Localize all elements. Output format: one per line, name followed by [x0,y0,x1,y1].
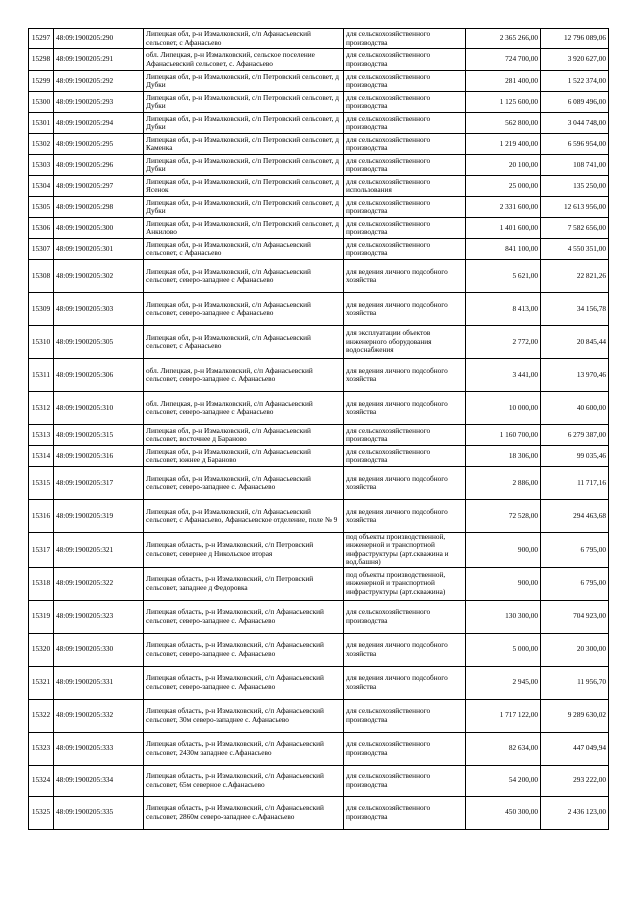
permitted-use-cell: для сельскохозяйственного производства [344,425,466,446]
table-row [29,425,609,446]
table-row [29,260,609,293]
area-value-cell: 72 528,00 [466,500,541,533]
cadastral-value-cell: 12 613 956,00 [541,197,609,218]
row-number-cell: 15325 [29,796,54,829]
area-value-cell: 2 945,00 [466,666,541,699]
table-row [29,567,609,600]
permitted-use-cell: для сельскохозяйственного производства [344,699,466,732]
table-row [29,92,609,113]
address-cell: обл. Липецкая, р-н Измалковский, с/п Афанасьевский сельсовет, северо-западнее с Афанасьево [144,392,344,425]
address-cell: Липецкая область, р-н Измалковский, с/п Афанасьевский сельсовет, северо-западнее с. Афанасьево [144,666,344,699]
area-value-cell: 1 717 122,00 [466,699,541,732]
address-cell: Липецкая обл, р-н Измалковский, с/п Афанасьевский сельсовет, с Афанасьево [144,326,344,359]
cadastral-number-cell: 48:09:1900205:333 [54,732,144,765]
table-row [29,326,609,359]
cadastral-number-cell: 48:09:1900205:331 [54,666,144,699]
cadastral-value-cell: 704 923,00 [541,600,609,633]
cadastral-number-cell: 48:09:1900205:323 [54,600,144,633]
row-number-cell: 15322 [29,699,54,732]
table-row [29,113,609,134]
permitted-use-cell: для сельскохозяйственного производства [344,155,466,176]
cadastral-value-cell: 3 044 748,00 [541,113,609,134]
permitted-use-cell: для сельскохозяйственного производства [344,92,466,113]
address-cell: Липецкая обл, р-н Измалковский, с/п Афанасьевский сельсовет, с Афанасьево [144,29,344,49]
cadastral-value-cell: 11 717,16 [541,467,609,500]
area-value-cell: 1 160 700,00 [466,425,541,446]
table-row [29,197,609,218]
permitted-use-cell: для ведения личного подсобного хозяйства [344,392,466,425]
cadastral-number-cell: 48:09:1900205:332 [54,699,144,732]
permitted-use-cell: для ведения личного подсобного хозяйства [344,633,466,666]
area-value-cell: 281 400,00 [466,71,541,92]
area-value-cell: 5 621,00 [466,260,541,293]
address-cell: Липецкая обл, р-н Измалковский, с/п Афанасьевский сельсовет, северо-западнее с Афанасьево [144,260,344,293]
table-row [29,176,609,197]
address-cell: Липецкая область, р-н Измалковский, с/п Афанасьевский сельсовет, 2860м северо-западнее с.Афанасьево [144,796,344,829]
row-number-cell: 15302 [29,134,54,155]
area-value-cell: 25 000,00 [466,176,541,197]
cadastral-value-cell: 12 796 089,06 [541,29,609,49]
table-row [29,796,609,829]
cadastral-number-cell: 48:09:1900205:298 [54,197,144,218]
permitted-use-cell: для сельскохозяйственного производства [344,197,466,218]
land-registry-table [28,28,609,830]
cadastral-value-cell: 108 741,00 [541,155,609,176]
address-cell: обл. Липецкая, р-н Измалковский, сельское поселение Афанасьевский сельсовет, с. Афанасьево [144,49,344,71]
row-number-cell: 15312 [29,392,54,425]
area-value-cell: 724 700,00 [466,49,541,71]
cadastral-number-cell: 48:09:1900205:321 [54,533,144,568]
address-cell: Липецкая область, р-н Измалковский, с/п Петровский сельсовет, севернее д Никольское вторая [144,533,344,568]
cadastral-value-cell: 99 035,46 [541,446,609,467]
table-row [29,218,609,239]
permitted-use-cell: под объекты производственной, инженерной и транспортной инфраструктуры (арт.скважина и вод.башня) [344,533,466,568]
table-body [29,29,609,830]
table-row [29,392,609,425]
area-value-cell: 130 300,00 [466,600,541,633]
permitted-use-cell: для сельскохозяйственного производства [344,239,466,260]
row-number-cell: 15324 [29,765,54,796]
permitted-use-cell: для сельскохозяйственного производства [344,29,466,49]
cadastral-number-cell: 48:09:1900205:302 [54,260,144,293]
row-number-cell: 15313 [29,425,54,446]
address-cell: Липецкая область, р-н Измалковский, с/п Афанасьевский сельсовет, 2430м западнее с.Афанасьево [144,732,344,765]
permitted-use-cell: для ведения личного подсобного хозяйства [344,260,466,293]
cadastral-number-cell: 48:09:1900205:317 [54,467,144,500]
permitted-use-cell: для сельскохозяйственного производства [344,732,466,765]
cadastral-value-cell: 6 089 496,00 [541,92,609,113]
table-row [29,239,609,260]
address-cell: Липецкая обл, р-н Измалковский, с/п Петровский сельсовет, д Дубки [144,197,344,218]
address-cell: Липецкая обл, р-н Измалковский, с/п Петровский сельсовет, д Анкилово [144,218,344,239]
address-cell: Липецкая обл, р-н Измалковский, с/п Афанасьевский сельсовет, с Афанасьево, Афанасьевское отделение, поле № 9 [144,500,344,533]
cadastral-value-cell: 40 600,00 [541,392,609,425]
cadastral-value-cell: 6 279 387,00 [541,425,609,446]
address-cell: Липецкая обл, р-н Измалковский, с/п Петровский сельсовет, д Каменка [144,134,344,155]
cadastral-value-cell: 6 795,00 [541,567,609,600]
area-value-cell: 18 306,00 [466,446,541,467]
cadastral-number-cell: 48:09:1900205:293 [54,92,144,113]
address-cell: Липецкая обл, р-н Измалковский, с/п Афанасьевский сельсовет, северо-западнее с Афанасьево [144,293,344,326]
table-row [29,359,609,392]
area-value-cell: 450 300,00 [466,796,541,829]
row-number-cell: 15297 [29,29,54,49]
permitted-use-cell: для сельскохозяйственного производства [344,71,466,92]
cadastral-value-cell: 4 550 351,00 [541,239,609,260]
address-cell: Липецкая область, р-н Измалковский, с/п Афанасьевский сельсовет, 30м северо-западнее с. Афанасьево [144,699,344,732]
area-value-cell: 562 800,00 [466,113,541,134]
table-row [29,699,609,732]
cadastral-number-cell: 48:09:1900205:310 [54,392,144,425]
cadastral-number-cell: 48:09:1900205:291 [54,49,144,71]
row-number-cell: 15308 [29,260,54,293]
cadastral-number-cell: 48:09:1900205:292 [54,71,144,92]
permitted-use-cell: для сельскохозяйственного использования [344,176,466,197]
cadastral-value-cell: 6 596 954,00 [541,134,609,155]
address-cell: Липецкая область, р-н Измалковский, с/п Афанасьевский сельсовет, 65м северное с.Афанасьево [144,765,344,796]
table-row [29,533,609,568]
address-cell: Липецкая область, р-н Измалковский, с/п Петровский сельсовет, западнее д Федоровка [144,567,344,600]
row-number-cell: 15305 [29,197,54,218]
row-number-cell: 15309 [29,293,54,326]
table-row [29,633,609,666]
cadastral-value-cell: 9 289 630,02 [541,699,609,732]
area-value-cell: 1 125 600,00 [466,92,541,113]
cadastral-number-cell: 48:09:1900205:301 [54,239,144,260]
cadastral-value-cell: 20 845,44 [541,326,609,359]
row-number-cell: 15315 [29,467,54,500]
area-value-cell: 20 100,00 [466,155,541,176]
address-cell: Липецкая обл, р-н Измалковский, с/п Афанасьевский сельсовет, восточнее д Бараново [144,425,344,446]
area-value-cell: 1 401 600,00 [466,218,541,239]
table-row [29,446,609,467]
table-row [29,500,609,533]
table-row [29,732,609,765]
cadastral-number-cell: 48:09:1900205:297 [54,176,144,197]
permitted-use-cell: для ведения личного подсобного хозяйства [344,666,466,699]
cadastral-value-cell: 11 956,70 [541,666,609,699]
area-value-cell: 841 100,00 [466,239,541,260]
address-cell: Липецкая область, р-н Измалковский, с/п Афанасьевский сельсовет, северо-западнее с. Афанасьево [144,633,344,666]
cadastral-number-cell: 48:09:1900205:294 [54,113,144,134]
permitted-use-cell: для сельскохозяйственного производства [344,218,466,239]
cadastral-number-cell: 48:09:1900205:295 [54,134,144,155]
permitted-use-cell: для ведения личного подсобного хозяйства [344,500,466,533]
cadastral-number-cell: 48:09:1900205:290 [54,29,144,49]
table-row [29,293,609,326]
row-number-cell: 15318 [29,567,54,600]
table-row [29,666,609,699]
cadastral-number-cell: 48:09:1900205:319 [54,500,144,533]
address-cell: обл. Липецкая, р-н Измалковский, с/п Афанасьевский сельсовет, северо-западнее с. Афанасьево [144,359,344,392]
permitted-use-cell: для сельскохозяйственного производства [344,446,466,467]
area-value-cell: 2 886,00 [466,467,541,500]
table-row [29,134,609,155]
area-value-cell: 82 634,00 [466,732,541,765]
row-number-cell: 15323 [29,732,54,765]
area-value-cell: 2 331 600,00 [466,197,541,218]
cadastral-value-cell: 1 522 374,00 [541,71,609,92]
cadastral-value-cell: 22 821,26 [541,260,609,293]
permitted-use-cell: для ведения личного подсобного хозяйства [344,467,466,500]
row-number-cell: 15311 [29,359,54,392]
permitted-use-cell: для сельскохозяйственного производства [344,796,466,829]
cadastral-number-cell: 48:09:1900205:306 [54,359,144,392]
area-value-cell: 5 000,00 [466,633,541,666]
address-cell: Липецкая обл, р-н Измалковский, с/п Петровский сельсовет, д Дубки [144,155,344,176]
row-number-cell: 15307 [29,239,54,260]
table-row [29,467,609,500]
cadastral-number-cell: 48:09:1900205:300 [54,218,144,239]
row-number-cell: 15306 [29,218,54,239]
row-number-cell: 15300 [29,92,54,113]
area-value-cell: 3 441,00 [466,359,541,392]
address-cell: Липецкая обл, р-н Измалковский, с/п Афанасьевский сельсовет, южнее д Бараново [144,446,344,467]
cadastral-value-cell: 7 582 656,00 [541,218,609,239]
table-row [29,600,609,633]
cadastral-number-cell: 48:09:1900205:316 [54,446,144,467]
permitted-use-cell: для эксплуатации объектов инженерного оборудования водоснабжения [344,326,466,359]
cadastral-number-cell: 48:09:1900205:305 [54,326,144,359]
row-number-cell: 15303 [29,155,54,176]
cadastral-number-cell: 48:09:1900205:335 [54,796,144,829]
row-number-cell: 15320 [29,633,54,666]
address-cell: Липецкая область, р-н Измалковский, с/п Афанасьевский сельсовет, северо-западнее с. Афанасьево [144,600,344,633]
address-cell: Липецкая обл, р-н Измалковский, с/п Петровский сельсовет, д Ясенок [144,176,344,197]
permitted-use-cell: для сельскохозяйственного производства [344,765,466,796]
table-row [29,49,609,71]
cadastral-value-cell: 293 222,00 [541,765,609,796]
permitted-use-cell: под объекты производственной, инженерной и транспортной инфраструктуры (арт.скважина) [344,567,466,600]
cadastral-value-cell: 20 300,00 [541,633,609,666]
area-value-cell: 900,00 [466,533,541,568]
area-value-cell: 8 413,00 [466,293,541,326]
address-cell: Липецкая обл, р-н Измалковский, с/п Афанасьевский сельсовет, северо-западнее с. Афанасьево [144,467,344,500]
area-value-cell: 10 000,00 [466,392,541,425]
cadastral-number-cell: 48:09:1900205:296 [54,155,144,176]
cadastral-value-cell: 3 920 627,00 [541,49,609,71]
row-number-cell: 15299 [29,71,54,92]
cadastral-number-cell: 48:09:1900205:315 [54,425,144,446]
row-number-cell: 15317 [29,533,54,568]
permitted-use-cell: для сельскохозяйственного производства [344,49,466,71]
row-number-cell: 15310 [29,326,54,359]
address-cell: Липецкая обл, р-н Измалковский, с/п Афанасьевский сельсовет, с Афанасьево [144,239,344,260]
permitted-use-cell: для сельскохозяйственного производства [344,600,466,633]
row-number-cell: 15304 [29,176,54,197]
cadastral-number-cell: 48:09:1900205:330 [54,633,144,666]
row-number-cell: 15301 [29,113,54,134]
land-registry-table-page [28,28,608,830]
row-number-cell: 15321 [29,666,54,699]
table-row [29,71,609,92]
permitted-use-cell: для сельскохозяйственного производства [344,113,466,134]
cadastral-number-cell: 48:09:1900205:334 [54,765,144,796]
cadastral-number-cell: 48:09:1900205:322 [54,567,144,600]
row-number-cell: 15319 [29,600,54,633]
area-value-cell: 2 772,00 [466,326,541,359]
cadastral-value-cell: 447 049,94 [541,732,609,765]
area-value-cell: 54 200,00 [466,765,541,796]
cadastral-number-cell: 48:09:1900205:303 [54,293,144,326]
table-row [29,29,609,49]
row-number-cell: 15298 [29,49,54,71]
table-row [29,155,609,176]
cadastral-value-cell: 2 436 123,00 [541,796,609,829]
table-row [29,765,609,796]
cadastral-value-cell: 294 463,68 [541,500,609,533]
cadastral-value-cell: 6 795,00 [541,533,609,568]
address-cell: Липецкая обл, р-н Измалковский, с/п Петровский сельсовет, д Дубки [144,113,344,134]
cadastral-value-cell: 13 970,46 [541,359,609,392]
cadastral-value-cell: 135 250,00 [541,176,609,197]
permitted-use-cell: для ведения личного подсобного хозяйства [344,293,466,326]
permitted-use-cell: для ведения личного подсобного хозяйства [344,359,466,392]
cadastral-value-cell: 34 156,78 [541,293,609,326]
row-number-cell: 15314 [29,446,54,467]
permitted-use-cell: для сельскохозяйственного производства [344,134,466,155]
area-value-cell: 1 219 400,00 [466,134,541,155]
address-cell: Липецкая обл, р-н Измалковский, с/п Петровский сельсовет, д Дубки [144,92,344,113]
area-value-cell: 900,00 [466,567,541,600]
row-number-cell: 15316 [29,500,54,533]
area-value-cell: 2 365 266,00 [466,29,541,49]
address-cell: Липецкая обл, р-н Измалковский, с/п Петровский сельсовет, д Дубки [144,71,344,92]
